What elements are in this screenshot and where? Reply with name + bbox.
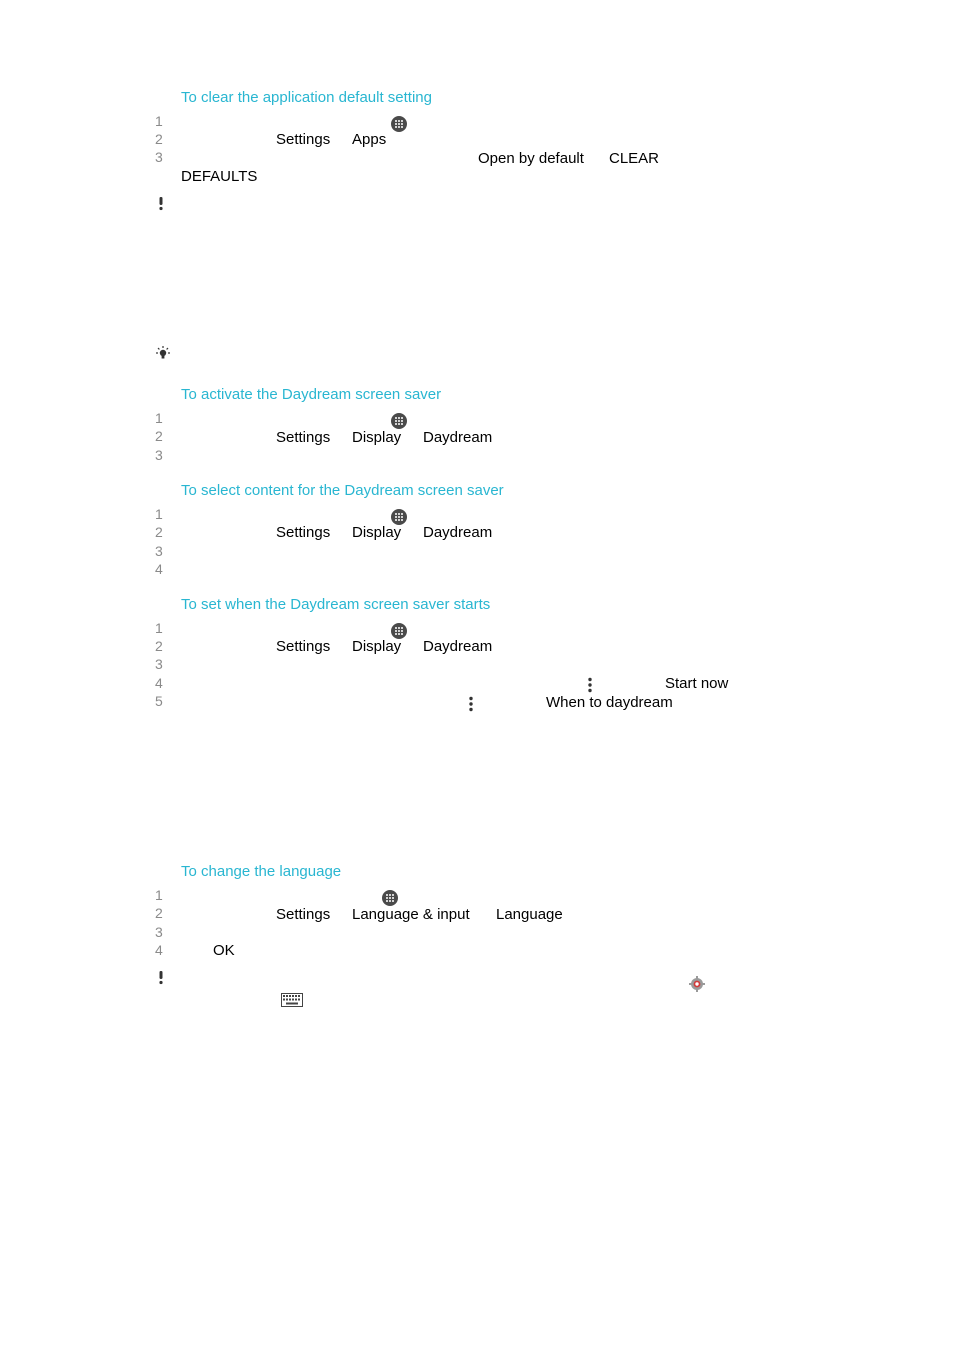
lightbulb-icon: [154, 345, 172, 363]
step-number: 1: [155, 113, 163, 129]
overflow-menu-icon: [468, 696, 474, 712]
display-label: Display: [352, 524, 402, 541]
step-number: 3: [155, 924, 163, 940]
exclamation-icon: [157, 970, 165, 986]
start-now-label: Start now: [665, 675, 729, 692]
step-number: 2: [155, 905, 163, 921]
step-number: 2: [155, 131, 163, 147]
step-number: 4: [155, 561, 163, 577]
apps-label: Apps: [352, 131, 387, 148]
apps-grid-icon: [382, 890, 398, 906]
step-number: 4: [155, 675, 163, 691]
step-number: 1: [155, 620, 163, 636]
apps-grid-icon: [391, 413, 407, 429]
step-number: 2: [155, 638, 163, 654]
heading-activate-daydream: To activate the Daydream screen saver: [181, 386, 442, 403]
settings-label: Settings: [276, 638, 331, 655]
ok-label: OK: [213, 942, 235, 959]
daydream-label: Daydream: [423, 638, 493, 655]
step-number: 2: [155, 428, 163, 444]
step-number: 3: [155, 656, 163, 672]
daydream-label: Daydream: [423, 524, 493, 541]
settings-label: Settings: [276, 524, 331, 541]
apps-grid-icon: [391, 116, 407, 132]
step-number: 2: [155, 524, 163, 540]
keyboard-icon: [281, 993, 303, 1007]
settings-label: Settings: [276, 906, 331, 923]
open-by-default-label: Open by default: [478, 150, 584, 167]
step-number: 1: [155, 410, 163, 426]
settings-label: Settings: [276, 429, 331, 446]
language-label: Language: [496, 906, 563, 923]
exclamation-icon: [157, 196, 165, 212]
step-number: 3: [155, 447, 163, 463]
display-label: Display: [352, 638, 402, 655]
apps-grid-icon: [391, 623, 407, 639]
heading-select-content: To select content for the Daydream screen saver: [181, 482, 504, 499]
display-label: Display: [352, 429, 402, 446]
step-number: 3: [155, 149, 163, 165]
daydream-label: Daydream: [423, 429, 493, 446]
language-input-label: Language & input: [352, 906, 470, 923]
heading-change-language: To change the language: [181, 863, 342, 880]
settings-gear-icon: [689, 976, 705, 992]
step-number: 4: [155, 942, 163, 958]
apps-grid-icon: [391, 509, 407, 525]
step-number: 3: [155, 543, 163, 559]
heading-clear-default: To clear the application default setting: [181, 89, 432, 106]
settings-label: Settings: [276, 131, 331, 148]
step-number: 1: [155, 887, 163, 903]
clear-label: CLEAR: [609, 150, 660, 167]
when-to-daydream-label: When to daydream: [546, 694, 673, 711]
step-number: 5: [155, 693, 163, 709]
heading-set-when: To set when the Daydream screen saver starts: [181, 596, 491, 613]
step-number: 1: [155, 506, 163, 522]
overflow-menu-icon: [587, 677, 593, 693]
defaults-label: DEFAULTS: [181, 168, 258, 185]
